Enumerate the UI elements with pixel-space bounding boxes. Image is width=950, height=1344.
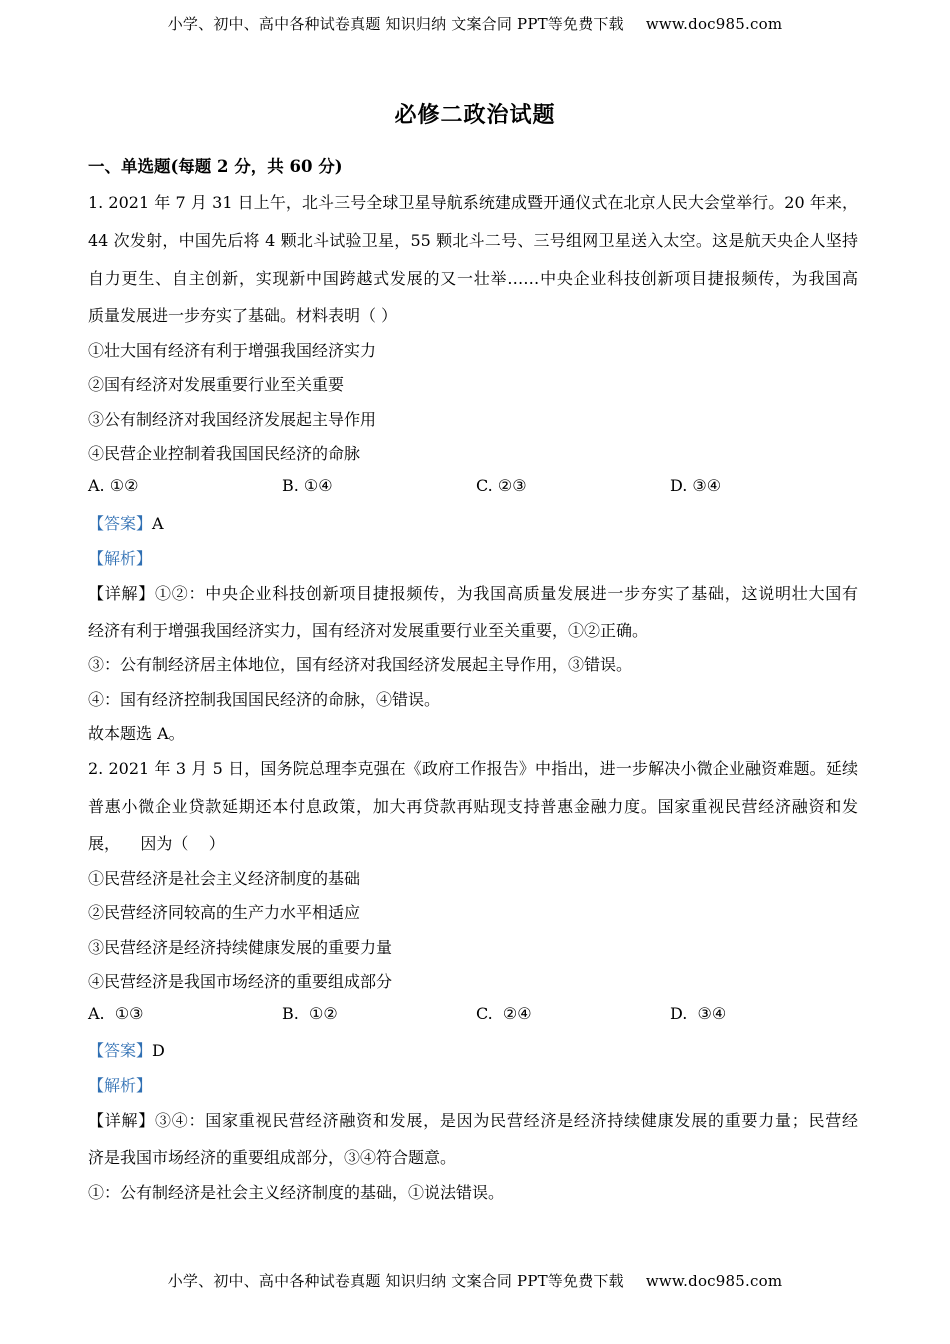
- detail-tag: 【详解】: [88, 584, 156, 603]
- answer-tag: 【答案】: [88, 1041, 153, 1060]
- detail-text: ①②：中央企业科技创新项目捷报频传，为我国高质量发展进一步夯实了基础，这说明壮大国有: [155, 584, 858, 603]
- q2-stem-line: 普惠小微企业贷款延期还本付息政策，加大再贷款再贴现支持普惠金融力度。国家重视民营经济融资和发: [88, 797, 858, 816]
- q2-option-a: A. ①③: [88, 1004, 144, 1023]
- q1-option-a: A. ①②: [88, 476, 139, 495]
- q2-item: ②民营经济同较高的生产力水平相适应: [88, 903, 361, 922]
- analysis-tag: 【解析】: [88, 1076, 153, 1095]
- answer-tag: 【答案】: [88, 514, 153, 533]
- footer-text: 小学、初中、高中各种试卷真题 知识归纳 文案合同 PPT等免费下载: [167, 1272, 624, 1290]
- q1-item: ②国有经济对发展重要行业至关重要: [88, 375, 345, 394]
- q2-stem-line: 2. 2021 年 3 月 5 日，国务院总理李克强在《政府工作报告》中指出，进一步解决小微企业融资难题。延续: [88, 759, 858, 778]
- page-footer: [0, 1270, 950, 1291]
- q2-analysis: [88, 1073, 152, 1096]
- q1-item: ④民营企业控制着我国国民经济的命脉: [88, 444, 361, 463]
- q2-option-d: D. ③④: [670, 1004, 727, 1023]
- detail-tag: 【详解】: [88, 1111, 156, 1130]
- q1-answer: [88, 511, 164, 534]
- q2-item: ①民营经济是社会主义经济制度的基础: [88, 869, 361, 888]
- q2-option-c: C. ②④: [476, 1004, 532, 1023]
- q1-option-c: C. ②③: [476, 476, 527, 495]
- footer-url[interactable]: www.doc985.com: [645, 1272, 783, 1290]
- q1-stem-line: 自力更生、自主创新，实现新中国跨越式发展的又一壮举……中央企业科技创新项目捷报频传，为我国高: [88, 269, 858, 288]
- q2-detail-line: ①：公有制经济是社会主义经济制度的基础，①说法错误。: [88, 1183, 505, 1202]
- page-header: [0, 13, 950, 34]
- q2-stem-line: 展， 因为（ ）: [88, 834, 225, 853]
- q2-item: ③民营经济是经济持续健康发展的重要力量: [88, 938, 393, 957]
- q2-option-b: B. ①②: [282, 1004, 338, 1023]
- q1-item: ③公有制经济对我国经济发展起主导作用: [88, 410, 377, 429]
- header-text: 小学、初中、高中各种试卷真题 知识归纳 文案合同 PPT等免费下载: [167, 15, 624, 33]
- analysis-tag: 【解析】: [88, 549, 153, 568]
- page-title: 必修二政治试题: [394, 102, 556, 128]
- q1-stem-line: 1. 2021 年 7 月 31 日上午，北斗三号全球卫星导航系统建成暨开通仪式在北京人民大会堂举行。20 年来，: [88, 193, 858, 212]
- header-url[interactable]: www.doc985.com: [645, 15, 783, 33]
- q1-option-b: B. ①④: [282, 476, 333, 495]
- q2-item: ④民营经济是我国市场经济的重要组成部分: [88, 972, 393, 991]
- q1-detail-line: ③：公有制经济居主体地位，国有经济对我国经济发展起主导作用，③错误。: [88, 655, 633, 674]
- q1-detail-line: 经济有利于增强我国经济实力，国有经济对发展重要行业至关重要，①②正确。: [88, 621, 649, 640]
- q1-option-d: D. ③④: [670, 476, 722, 495]
- q2-detail-line: 济是我国市场经济的重要组成部分，③④符合题意。: [88, 1148, 457, 1167]
- section-heading: 一、单选题(每题 2 分，共 60 分): [88, 157, 343, 176]
- q1-stem-line: 质量发展进一步夯实了基础。材料表明（ ）: [88, 306, 398, 325]
- q1-detail-line: 故本题选 A。: [88, 724, 185, 743]
- answer-value: D: [152, 1041, 165, 1060]
- q1-detail-line: [88, 581, 858, 604]
- q1-stem-line: 44 次发射，中国先后将 4 颗北斗试验卫星，55 颗北斗二号、三号组网卫星送入太空。这是航天央企人坚持: [88, 231, 858, 250]
- detail-text: ③④：国家重视民营经济融资和发展，是因为民营经济是经济持续健康发展的重要力量；民营经: [155, 1111, 858, 1130]
- q2-answer: [88, 1038, 165, 1061]
- q2-detail-line: [88, 1108, 858, 1131]
- answer-value: A: [152, 514, 164, 533]
- q1-detail-line: ④：国有经济控制我国国民经济的命脉，④错误。: [88, 690, 441, 709]
- q1-item: ①壮大国有经济有利于增强我国经济实力: [88, 341, 377, 360]
- q1-analysis: [88, 546, 152, 569]
